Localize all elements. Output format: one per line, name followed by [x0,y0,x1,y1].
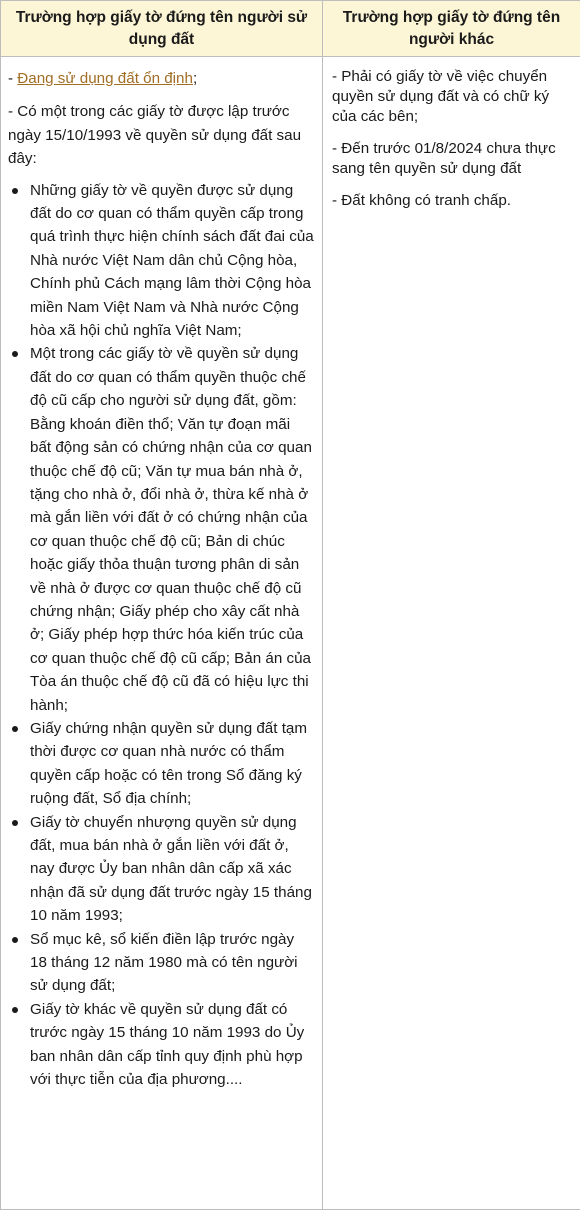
list-item [8,998,314,1092]
stable-use-link[interactable]: Đang sử dụng đất ổn định [17,70,193,87]
list-item-text: Giấy tờ chuyển nhượng quyền sử dụng đất, mua bán nhà ở gắn liền với đất ở, nay được Ủy ban nhân dân cấp xã xác nhận đã sử dụng đất trước ngày 15 tháng 10 năm 1993; [30,814,312,925]
no-dispute-item: - Đất không có tranh chấp. [332,191,572,211]
list-item [8,928,314,998]
bullet-icon [12,820,18,826]
list-item-text: Một trong các giấy tờ về quyền sử dụng đất do cơ quan có thẩm quyền thuộc chế độ cũ cấp cho người sử dụng đất, gồm: Bằng khoán điền thổ; Văn tự đoạn mãi bất động sản có chứng nhận của cơ quan thuộc chế độ cũ; Văn tự mua bán nhà ở, tặng cho nhà ở, đổi nhà ở, thừa kế nhà ở mà gắn liền với đất ở có chứng nhận của cơ quan thuộc chế độ cũ; Bản di chúc hoặc giấy thỏa thuận tương phân di sản về nhà ở được cơ quan thuộc chế độ cũ chứng nhận; Giấy phép cho xây cất nhà ở; Giấy phép hợp thức hóa kiến trúc của cơ quan thuộc chế độ cũ cấp; Bản án của Tòa án thuộc chế độ cũ đã có hiệu lực thi hành; [30,345,312,713]
header-left: Trường hợp giấy tờ đứng tên người sử dụng đất [1,1,323,57]
header-right: Trường hợp giấy tờ đứng tên người khác [323,1,580,57]
bullet-icon [12,1007,18,1013]
list-item [8,179,314,343]
right-cell [323,57,580,1210]
stable-use-prefix: - [8,70,17,87]
list-item [8,811,314,928]
not-transferred-item: - Đến trước 01/8/2024 chưa thực sang tên quyền sử dụng đất [332,139,572,179]
body-row [1,57,580,1210]
documents-intro: - Có một trong các giấy tờ được lập trước ngày 15/10/1993 về quyền sử dụng đất sau đây: [8,100,314,170]
transfer-document-item: - Phải có giấy tờ về việc chuyển quyền sử dụng đất và có chữ ký của các bên; [332,67,572,127]
list-item [8,717,314,811]
bullet-icon [12,188,18,194]
list-item-text: Sổ mục kê, sổ kiến điền lập trước ngày 18 tháng 12 năm 1980 mà có tên người sử dụng đất; [30,931,298,995]
header-row [1,1,580,57]
left-cell [1,57,323,1210]
stable-use-suffix: ; [193,70,197,87]
bullet-icon [12,351,18,357]
list-item-text: Giấy chứng nhận quyền sử dụng đất tạm thời được cơ quan nhà nước có thẩm quyền cấp hoặc có tên trong Sổ đăng ký ruộng đất, Sổ địa chính; [30,720,307,807]
bullet-icon [12,726,18,732]
bullet-icon [12,937,18,943]
documents-list [8,179,314,1092]
list-item-text: Giấy tờ khác về quyền sử dụng đất có trước ngày 15 tháng 10 năm 1993 do Ủy ban nhân dân cấp tỉnh quy định phù hợp với thực tiễn của địa phương.... [30,1001,304,1088]
list-item [8,342,314,717]
list-item-text: Những giấy tờ về quyền được sử dụng đất do cơ quan có thẩm quyền cấp trong quá trình thực hiện chính sách đất đai của Nhà nước Việt Nam dân chủ Cộng hòa, Chính phủ Cách mạng lâm thời Cộng hòa miền Nam Việt Nam và Nhà nước Cộng hòa xã hội chủ nghĩa Việt Nam; [30,182,314,339]
stable-use-item [8,67,314,90]
